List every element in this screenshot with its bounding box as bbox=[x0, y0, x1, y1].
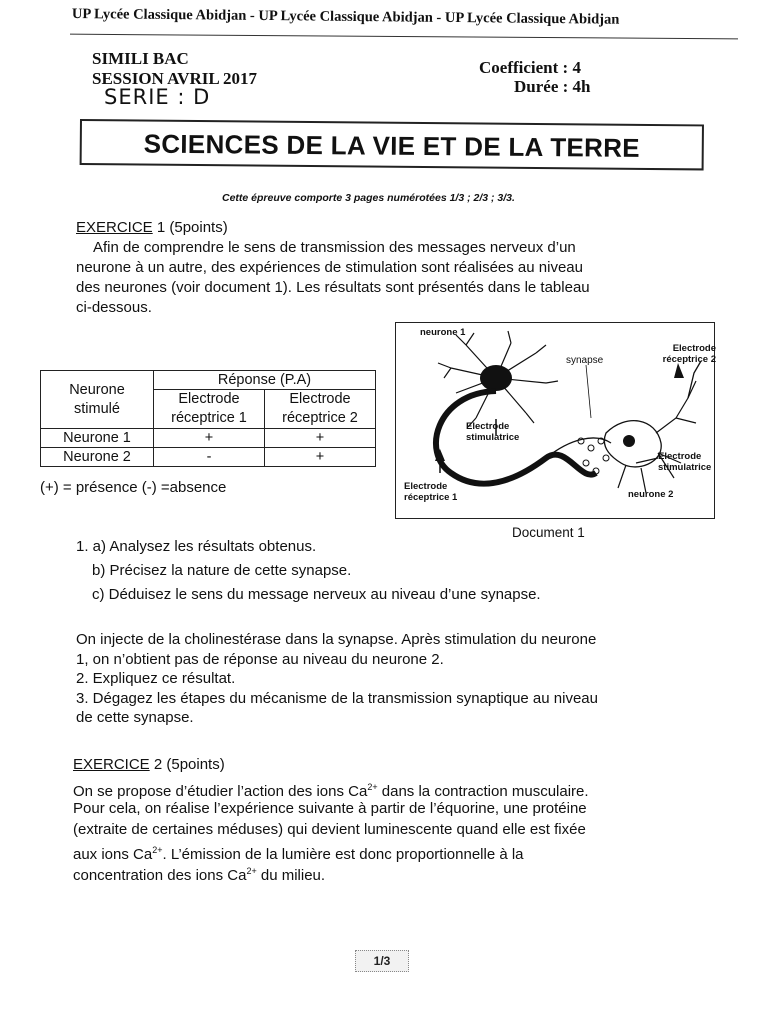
table-legend: (+) = présence (-) =absence bbox=[40, 479, 227, 496]
label-neurone-1: neurone 1 bbox=[420, 327, 466, 338]
cell-value: + bbox=[265, 448, 376, 467]
exam-label: SIMILI BAC bbox=[92, 49, 189, 68]
table-row bbox=[41, 429, 376, 448]
banner-rule bbox=[70, 34, 738, 40]
page-number: 1/3 bbox=[355, 950, 409, 972]
cell-value: + bbox=[154, 429, 265, 448]
label-electrode-receptrice-1: Electrode réceptrice 1 bbox=[404, 481, 458, 503]
row-header-cell: Neurone stimulé bbox=[41, 371, 154, 429]
exercise-2-heading: EXERCICE 2 (5points) bbox=[73, 756, 225, 773]
question-1a: 1. a) Analysez les résultats obtenus. bbox=[76, 538, 317, 555]
ex2-line: Pour cela, on réalise l’expérience suivante à partir de l’équorine, une protéine bbox=[73, 800, 587, 817]
intro-line: neurone à un autre, des expériences de stimulation sont réalisées au niveau bbox=[76, 259, 583, 276]
row-label: Neurone 2 bbox=[41, 448, 154, 467]
col-header-er2: Electrode réceptrice 2 bbox=[265, 390, 376, 429]
label-synapse: synapse bbox=[566, 355, 604, 366]
question-3: 3. Dégagez les étapes du mécanisme de la transmission synaptique au niveau bbox=[76, 690, 598, 707]
col-group-header: Réponse (P.A) bbox=[154, 371, 376, 390]
label-electrode-stimulatrice-1: Electrode stimulatrice bbox=[466, 421, 520, 443]
duration-label: Durée : 4h bbox=[514, 77, 591, 96]
label-electrode-receptrice-2: Electrode réceptrice 2 bbox=[662, 343, 716, 365]
intro-line: des neurones (voir document 1). Les résultats sont présentés dans le tableau bbox=[76, 279, 590, 296]
ex2-line: concentration des ions $Ca^{2+}$ du milieu. bbox=[73, 866, 326, 884]
session-label: SESSION AVRIL 2017 bbox=[92, 69, 258, 88]
ex2-line: (extraite de certaines méduses) qui devient luminescente quand elle est fixée bbox=[73, 821, 586, 838]
intro-line: Afin de comprendre le sens de transmission des messages nerveux d’un bbox=[93, 239, 576, 256]
school-banner: UP Lycée Classique Abidjan - UP Lycée Classique Abidjan - UP Lycée Classique Abidjan bbox=[71, 6, 620, 28]
para-line: de cette synapse. bbox=[76, 709, 194, 726]
para-line: 1, on n’obtient pas de réponse au niveau du neurone 2. bbox=[76, 651, 444, 668]
ex2-line: aux ions $Ca^{2+}$. L’émission de la lumière est donc proportionnelle à la bbox=[73, 845, 524, 863]
question-1b: b) Précisez la nature de cette synapse. bbox=[92, 562, 352, 579]
ex2-line: On se propose d’étudier l’action des ions $Ca^{2+}$ dans la contraction musculaire. bbox=[73, 782, 589, 800]
table-row bbox=[41, 448, 376, 467]
label-electrode-stimulatrice-2: Electrode stimulatrice bbox=[658, 451, 712, 473]
results-table bbox=[40, 370, 376, 467]
para-line: On injecte de la cholinestérase dans la synapse. Après stimulation du neurone bbox=[76, 631, 597, 648]
label-neurone-2: neurone 2 bbox=[628, 489, 674, 500]
cell-value: - bbox=[154, 448, 265, 467]
serie-handwritten: SERIE : D bbox=[104, 85, 211, 109]
row-label: Neurone 1 bbox=[41, 429, 154, 448]
pages-note: Cette épreuve comporte 3 pages numérotées 1/3 ; 2/3 ; 3/3. bbox=[222, 192, 515, 204]
exercise-1-heading: EXERCICE 1 (5points) bbox=[76, 219, 228, 236]
neuron-1-body bbox=[480, 365, 512, 391]
question-1c: c) Déduisez le sens du message nerveux au niveau d’une synapse. bbox=[92, 586, 541, 603]
cell-value: + bbox=[265, 429, 376, 448]
document-1-caption: Document 1 bbox=[512, 525, 585, 540]
subject-title-box bbox=[80, 119, 704, 170]
intro-line: ci-dessous. bbox=[76, 299, 152, 316]
coefficient-label: Coefficient : 4 bbox=[479, 58, 581, 77]
subject-title: SCIENCES DE LA VIE ET DE LA TERRE bbox=[143, 128, 641, 163]
question-2: 2. Expliquez ce résultat. bbox=[76, 670, 236, 687]
col-header-er1: Electrode réceptrice 1 bbox=[154, 390, 265, 429]
document-1-figure bbox=[395, 322, 715, 519]
